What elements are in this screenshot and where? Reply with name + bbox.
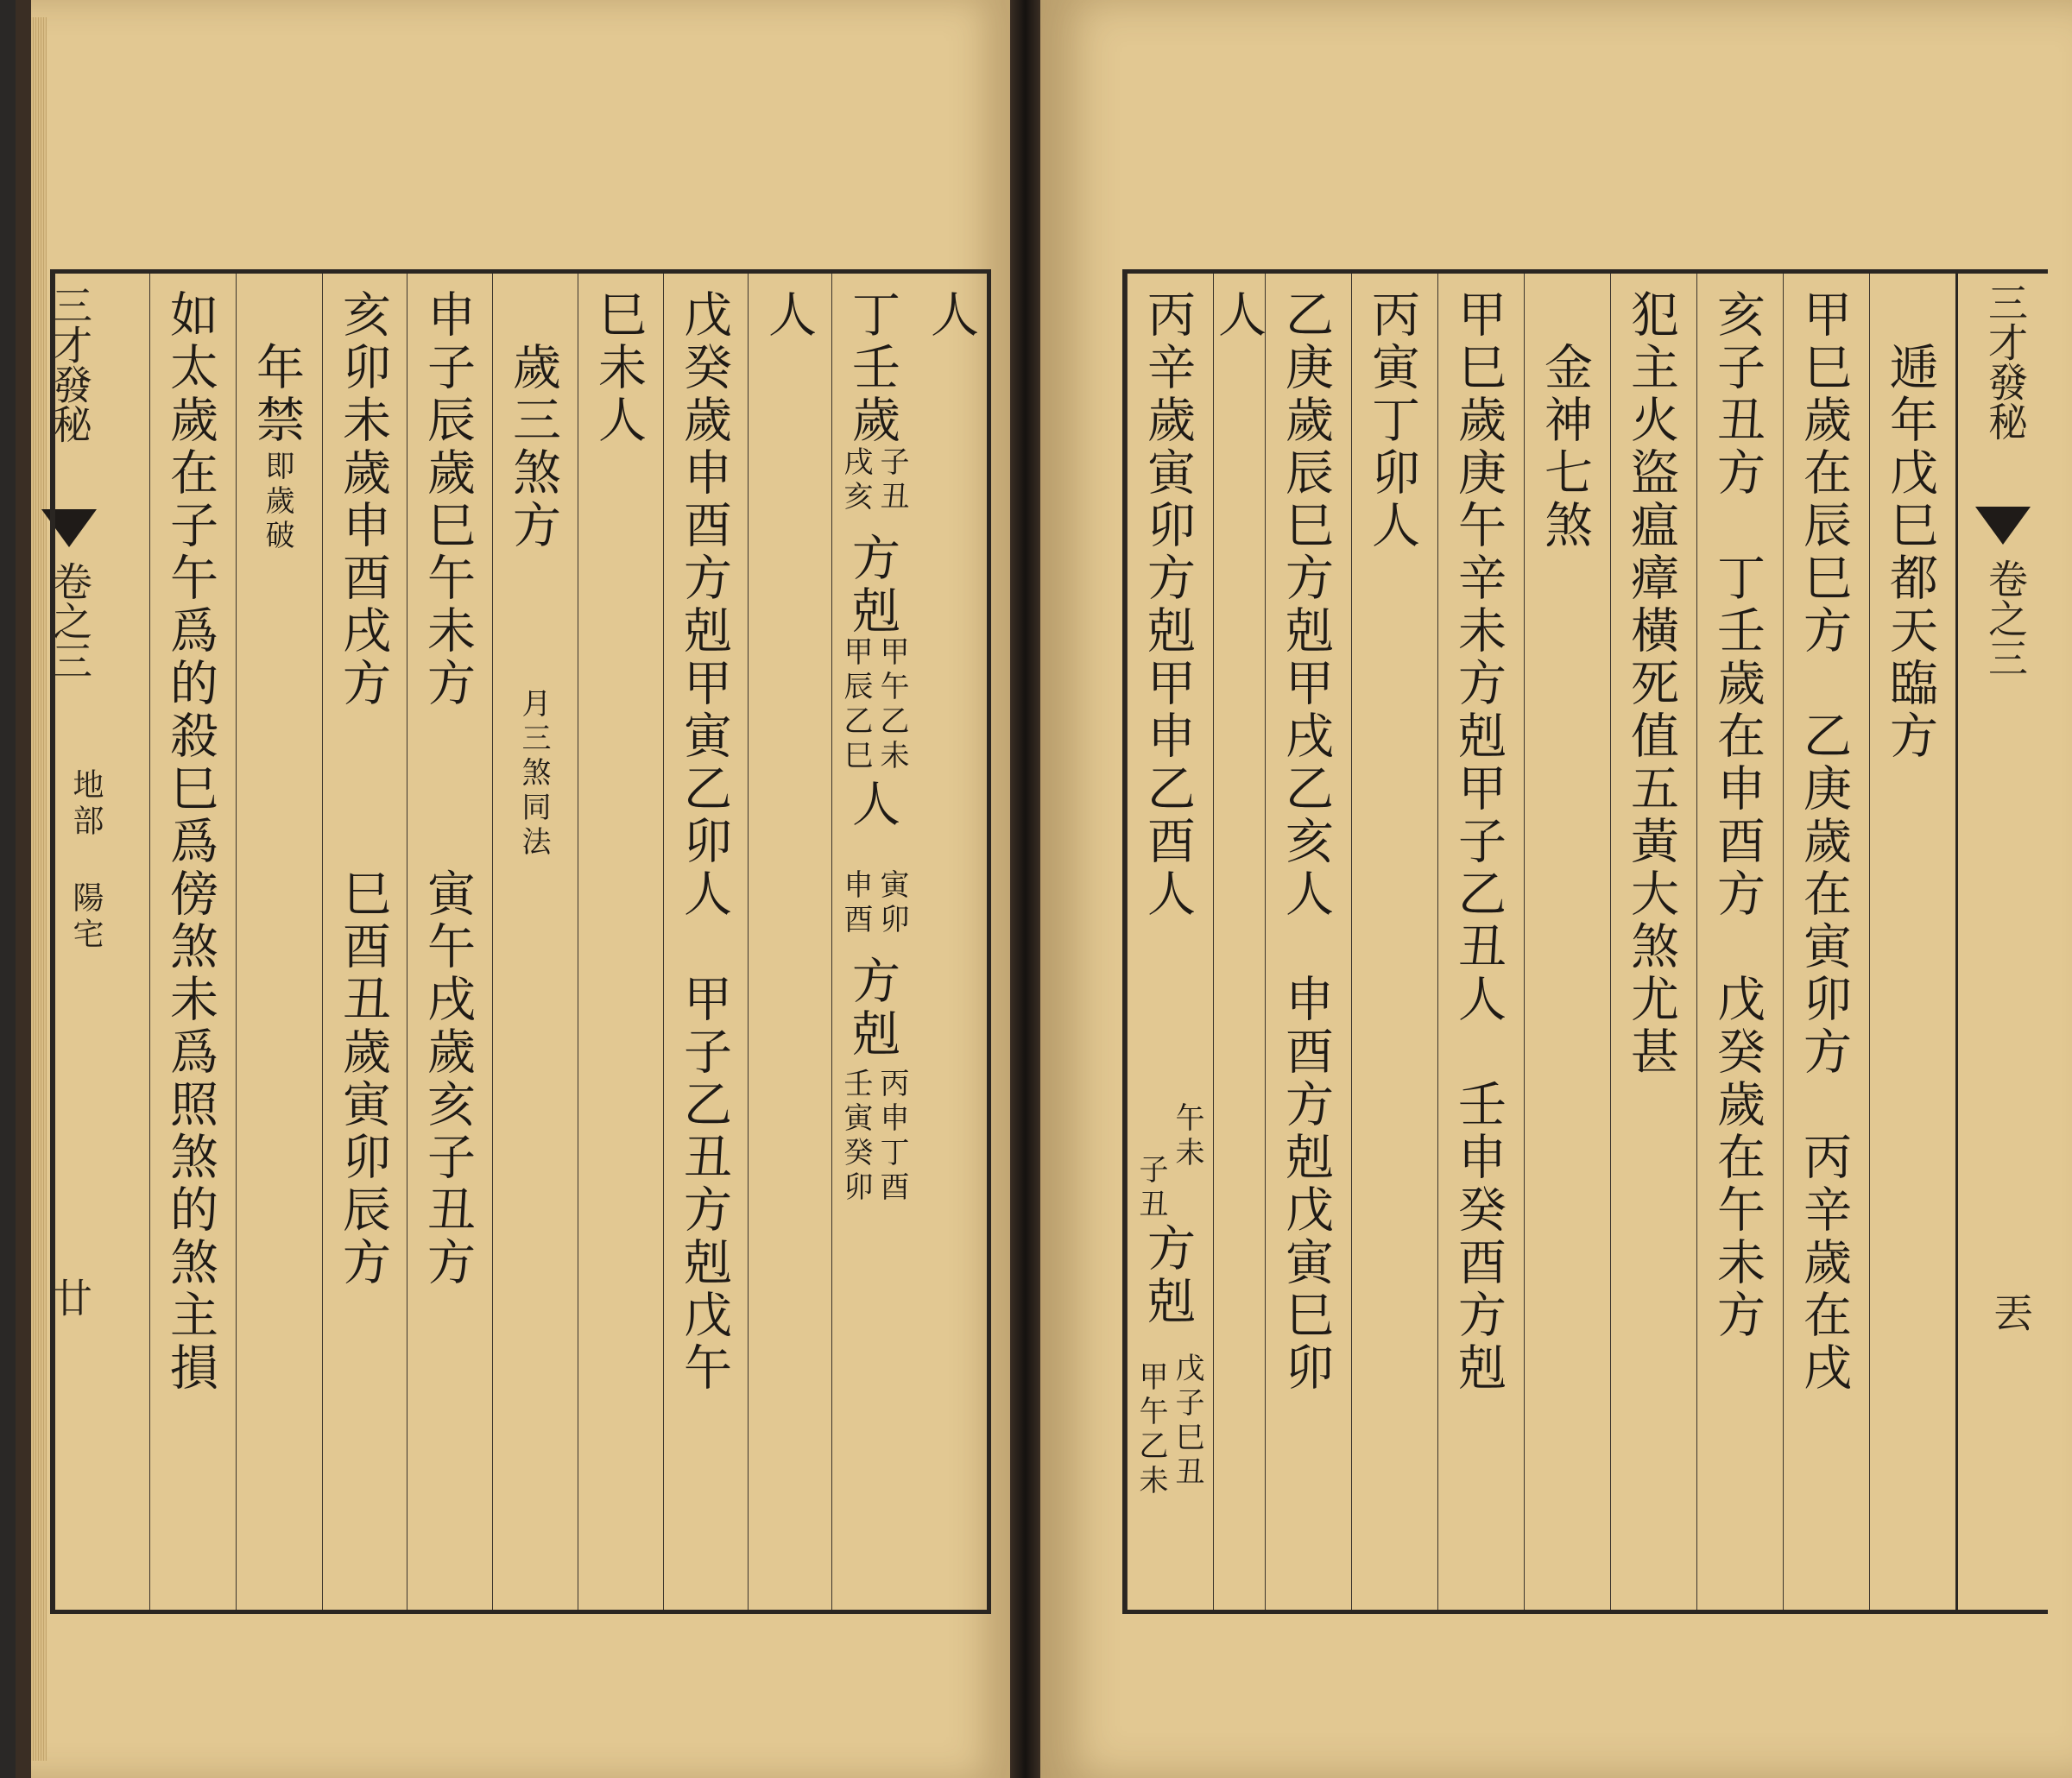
column-text: 方剋 (844, 955, 900, 1061)
text-column (748, 274, 831, 1610)
folio-number: 廿 (47, 1277, 93, 1317)
book-title: 三才發秘 (47, 285, 93, 444)
annotation-text: 月三煞同法 (516, 688, 551, 861)
text-column (149, 274, 236, 1610)
column-text: 亥卯未歲申酉戌方 巳酉丑歲寅卯辰方 (335, 289, 391, 1289)
text-column (407, 274, 492, 1610)
annotation-text: 子丑 (1134, 1154, 1168, 1223)
text-column (1783, 274, 1869, 1610)
text-column (236, 274, 322, 1610)
column-text: 犯主火盜瘟瘴橫死值五黃大煞尤甚 (1623, 289, 1679, 1079)
column-text: 巳未人 (591, 289, 647, 447)
text-column (322, 274, 407, 1610)
column-text: 甲巳歲庚午辛未方剋甲子乙丑人 壬申癸酉方剋 (1450, 289, 1507, 1395)
page-edges (31, 17, 47, 1761)
column-text: 歲三煞方 (505, 289, 561, 552)
annotation-text: 丙申丁酉 (875, 1068, 909, 1206)
volume-label: 卷之三 (47, 561, 93, 680)
column-text: 丁壬歲 (844, 289, 900, 447)
column-text: 人 (761, 289, 817, 342)
column-text: 方剋 (1140, 1223, 1196, 1328)
column-text: 人 (923, 289, 979, 342)
column-text: 人 (1210, 289, 1267, 342)
annotation-text: 壬寅癸卯 (838, 1068, 873, 1206)
annotation-text: 甲辰乙巳 (838, 636, 873, 774)
text-column (1869, 274, 1955, 1610)
folio-number: 丟 (1987, 1292, 2034, 1332)
annotation-text: 寅卯 (875, 869, 909, 938)
text-column (578, 274, 663, 1610)
text-column (1437, 274, 1524, 1610)
volume-label: 卷之三 (1982, 558, 2029, 678)
text-frame (1122, 269, 2048, 1614)
gutter-column (53, 274, 149, 1610)
column-text: 丙辛歲寅卯方剋甲申乙酉人 (1140, 289, 1196, 921)
column-text: 逓年戊巳都天臨方 (1882, 289, 1938, 763)
text-column (492, 274, 578, 1610)
fishtail-mark (1975, 507, 2031, 545)
column-text: 甲巳歲在辰巳方 乙庚歲在寅卯方 丙辛歲在戌 (1796, 289, 1852, 1395)
text-column (1127, 274, 1213, 1610)
section-label: 地部 陽宅 (68, 768, 104, 954)
annotation-text: 即歲破 (260, 451, 294, 554)
book-spine (1010, 0, 1040, 1778)
column-text: 亥子丑方 丁壬歲在申酉方 戊癸歲在午未方 (1709, 289, 1766, 1342)
annotation-text: 申酉 (838, 869, 873, 938)
column-text: 如太歲在子午爲的殺巳爲傍煞未爲照煞的煞主損 (162, 289, 218, 1395)
text-column (1524, 274, 1610, 1610)
text-column (663, 274, 748, 1610)
column-text: 年禁 (249, 289, 305, 447)
column-text: 丙寅丁卯人 (1364, 289, 1420, 552)
text-column (831, 274, 916, 1610)
text-column (1210, 274, 1267, 1610)
annotation-text: 甲午乙未 (1134, 1361, 1168, 1499)
left-page (16, 0, 1010, 1778)
text-frame (50, 269, 991, 1614)
page-edge (16, 0, 31, 1778)
annotation-text: 子丑 (875, 446, 909, 515)
text-column (916, 274, 989, 1610)
column-text: 申子辰歲巳午未方 寅午戌歲亥子丑方 (420, 289, 476, 1289)
column-text: 金神七煞 (1537, 289, 1593, 552)
annotation-text: 甲午乙未 (875, 636, 909, 774)
text-column (1610, 274, 1696, 1610)
column-text: 人 (844, 779, 900, 831)
annotation-text: 戊子巳丑 (1170, 1352, 1204, 1491)
right-page (1040, 0, 2072, 1778)
text-column (1696, 274, 1783, 1610)
column-text: 乙庚歲辰巳方剋甲戌乙亥人 申酉方剋戊寅巳卯 (1278, 289, 1334, 1395)
book-title: 三才發秘 (1982, 282, 2029, 441)
column-text: 方剋 (844, 533, 900, 638)
column-text: 戊癸歲申酉方剋甲寅乙卯人 甲子乙丑方剋戊午 (676, 289, 732, 1395)
text-column (1351, 274, 1437, 1610)
annotation-text: 午未 (1170, 1102, 1204, 1171)
gutter-column (1955, 274, 2052, 1610)
text-column (1265, 274, 1351, 1610)
annotation-text: 戌亥 (838, 446, 873, 515)
